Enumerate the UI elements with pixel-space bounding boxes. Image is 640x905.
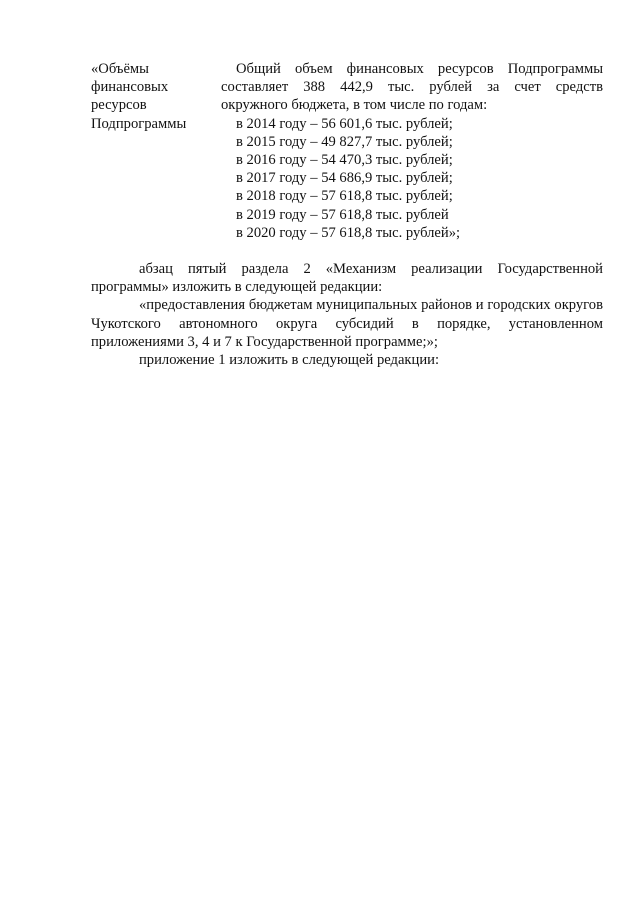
passport-value [221, 60, 603, 242]
passport-value-line: окружного бюджета, в том числе по годам: [221, 97, 488, 114]
passport-value-line: Общий объем финансовых ресурсов Подпрограммы [236, 61, 603, 77]
passport-label [91, 60, 221, 242]
year-line-2017: в 2017 году – 54 686,9 тыс. рублей; [236, 170, 453, 187]
passport-label-line: ресурсов [91, 97, 147, 114]
year-line-2019: в 2019 году – 57 618,8 тыс. рублей [236, 206, 449, 223]
paragraph-appendix-1: приложение 1 изложить в следующей редакции: [139, 352, 439, 369]
year-line-2015: в 2015 году – 49 827,7 тыс. рублей; [236, 133, 453, 150]
amendment-text [91, 260, 603, 369]
paragraph-subsidies: «предоставления бюджетам муниципальных районов и городских округов Чукотского автономного округа субсидий в порядке, установленном приложениями 3, 4 и 7 к Государственной программе;»; [91, 297, 603, 350]
passport-label-line: Подпрограммы [91, 115, 187, 132]
year-line-2014: в 2014 году – 56 601,6 тыс. рублей; [236, 115, 453, 132]
passport-label-line: финансовых [91, 79, 169, 96]
passport-value-line: составляет 388 442,9 тыс. рублей за счет средств [221, 79, 603, 96]
paragraph-section-2: абзац пятый раздела 2 «Механизм реализации Государственной программы» изложить в следующей редакции: [91, 261, 603, 296]
passport-label-line: «Объёмы [91, 61, 149, 77]
passport-row-financing [91, 60, 603, 242]
year-line-2020: в 2020 году – 57 618,8 тыс. рублей»; [236, 224, 461, 241]
document-page [91, 60, 603, 369]
year-line-2016: в 2016 году – 54 470,3 тыс. рублей; [236, 152, 453, 169]
year-line-2018: в 2018 году – 57 618,8 тыс. рублей; [236, 188, 453, 205]
